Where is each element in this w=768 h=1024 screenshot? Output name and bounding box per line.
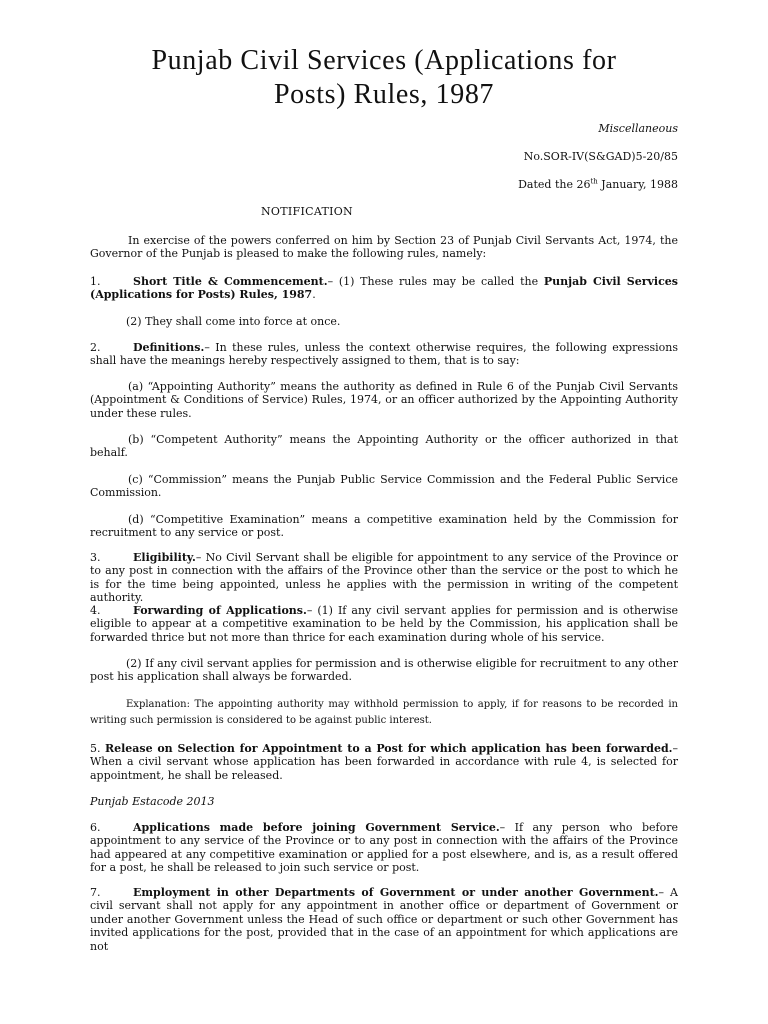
rule-5-number: 5. [90,742,101,755]
category-label: Miscellaneous [598,122,678,135]
preamble-paragraph [90,234,678,261]
rule-1-number: 1. [90,275,101,288]
rule-1-paragraph [90,275,678,302]
rule-2-heading: Definitions. [133,341,205,354]
document-date [518,178,678,191]
rule-6-text: – If any person who before appointment to any service of the Province or to any post in connection with the affairs of the Province had appeared at any competitive examination or applied for a post elsewhere, and is, as a result offered for a post, he shall be released to join such service or post. [90,821,678,875]
definition-c [90,473,678,500]
definition-b [90,433,678,460]
definition-d [90,513,678,540]
estacode-label: Punjab Estacode 2013 [90,795,215,808]
rule-7-number: 7. [90,886,101,899]
rule-2-number: 2. [90,341,101,354]
rule-4-subclause-2 [90,657,678,684]
date-prefix: Dated the 26 [518,178,591,191]
rule-4-2-text: (2) If any civil servant applies for permission and is otherwise eligible for recruitment to any other post his application shall always be forwarded. [90,657,678,684]
explanation-note [90,697,678,729]
rule-3-number: 3. [90,551,101,564]
rule-4-number: 4. [90,604,101,617]
title-line-1: Punjab Civil Services (Applications for [151,45,617,76]
rule-6-heading: Applications made before joining Government Service. [133,821,500,834]
rule-7-text: – A civil servant shall not apply for any appointment in another office or department of Government or under another Government unless the Head of such office or department or such other Government has invited applications for the post, provided that in the case of an appointment for which applications are not [90,886,678,953]
rule-1-heading: Short Title & Commencement. [133,275,328,288]
rule-5-paragraph [90,742,678,782]
rule-7-heading: Employment in other Departments of Government or under another Government. [133,886,659,899]
rule-1-2-text: (2) They shall come into force at once. [126,315,341,328]
definition-b-text: (b) “Competent Authority” means the Appointing Authority or the officer authorized in that behalf. [90,433,678,460]
date-suffix: January, 1988 [597,178,678,191]
rule-7-paragraph [90,886,678,953]
date-superscript: th [590,177,598,186]
rule-3-text: – No Civil Servant shall be eligible for appointment to any service of the Province or to any post in connection with the affairs of the Province other than the service or the post to which he is for the time being appointed, unless he applies with the permission in writing of the competent authority. [90,551,678,605]
definition-c-text: (c) “Commission” means the Punjab Public Service Commission and the Federal Public Service Commission. [90,473,678,500]
notification-heading: NOTIFICATION [261,205,353,218]
rule-1-bold-name: Punjab Civil Services (Applications for Posts) Rules, 1987 [90,275,678,302]
rule-5-heading: Release on Selection for Appointment to a Post for which application has been forwarded. [104,742,673,755]
rule-4-paragraph [90,604,678,644]
explanation-text: Explanation: The appointing authority may withhold permission to apply, if for reasons to be recorded in writing such permission is considered to be against public interest. [90,699,678,726]
rule-5-text: – When a civil servant whose application has been forwarded in accordance with rule 4, is selected for appointment, he shall be released. [90,742,678,782]
rule-3-paragraph [90,551,678,605]
rule-3-heading: Eligibility. [133,551,196,564]
preamble-text: In exercise of the powers conferred on him by Section 23 of Punjab Civil Servants Act, 1974, the Governor of the Punjab is pleased to make the following rules, namely: [90,234,678,261]
rule-2-paragraph [90,341,678,368]
document-title [90,44,678,112]
rule-1-end: . [312,288,316,302]
rule-4-heading: Forwarding of Applications. [133,604,307,617]
rule-4-text: – (1) If any civil servant applies for permission and is otherwise eligible to appear at a competitive examination to be held by the Commission, his application shall be forwarded thrice but not more than thrice for each examination during whole of his service. [90,604,678,644]
rule-6-number: 6. [90,821,101,834]
definition-a [90,380,678,420]
rule-6-paragraph [90,821,678,875]
reference-number: No.SOR-IV(S&GAD)5-20/85 [523,150,678,163]
definition-a-text: (a) “Appointing Authority” means the authority as defined in Rule 6 of the Punjab Civil Servants (Appointment & Conditions of Service) Rules, 1974, or an officer authorized by the Appointing Authority under these rules. [90,380,678,420]
title-line-2: Posts) Rules, 1987 [273,79,495,110]
rule-1-subclause-2 [90,315,678,328]
rule-1-text: – (1) These rules may be called the [327,275,544,288]
rule-2-text: – In these rules, unless the context otherwise requires, the following expressions shall have the meanings hereby respectively assigned to them, that is to say: [90,341,678,368]
definition-d-text: (d) “Competitive Examination” means a competitive examination held by the Commission for recruitment to any service or post. [90,513,678,540]
